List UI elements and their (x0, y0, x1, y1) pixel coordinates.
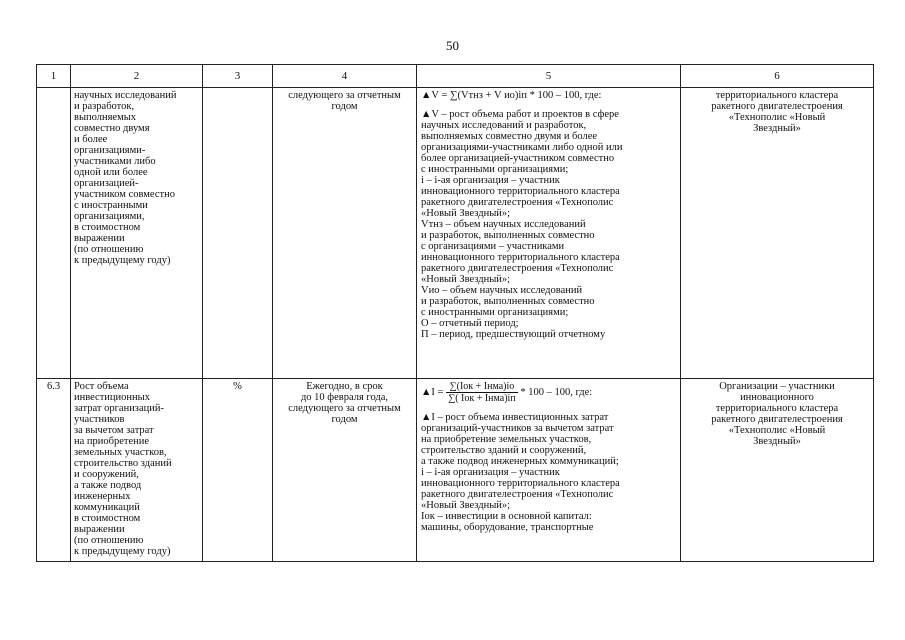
indicator-table (36, 64, 874, 562)
text-line: «Технополис «Новый (728, 425, 826, 436)
unit-cell: % (203, 379, 273, 562)
text-line: строительство зданий и сооружений, (421, 445, 587, 456)
text-line: коммуникаций (74, 502, 140, 513)
text-line: одной или более (74, 167, 148, 178)
header-cell-3: 3 (203, 65, 273, 88)
text-line: Vтнз – объем научных исследований (421, 219, 586, 230)
text-line: организацией- (74, 178, 139, 189)
row-number: 6.3 (37, 379, 71, 562)
text-line: с иностранными организациями; (421, 164, 569, 175)
text-line: годом (331, 414, 358, 425)
text-line: Vио – объем научных исследований (421, 285, 583, 296)
text-line: инновационного территориального кластера (421, 478, 620, 489)
text-line: инновационного территориального кластера (421, 186, 620, 197)
text-line: Рост объема (74, 381, 129, 392)
text-line: «Новый Звездный»; (421, 274, 511, 285)
text-line: более организацией-участником совместно (421, 153, 615, 164)
text-line: ракетного двигателестроения (711, 414, 843, 425)
table-row (37, 379, 874, 562)
header-cell-5: 5 (417, 65, 681, 88)
text-line: организациями, (74, 211, 145, 222)
text-line: за вычетом затрат (74, 425, 154, 436)
text-line: Iок – инвестиции в основной капитал: (421, 511, 592, 522)
text-line: земельных участков, (74, 447, 167, 458)
text-line: годом (331, 101, 358, 112)
text-line: к предыдущему году) (74, 546, 171, 557)
text-line: (по отношению (74, 244, 144, 255)
text-line: с иностранными организациями; (421, 307, 569, 318)
text-line: Звездный» (753, 436, 801, 447)
text-line: и разработок, выполненных совместно (421, 230, 595, 241)
text-line: до 10 февраля года, (300, 392, 389, 403)
text-line: участниками либо (74, 156, 156, 167)
method-description (421, 412, 676, 533)
text-line: ракетного двигателестроения «Технополис (421, 489, 614, 500)
text-line: организациями-участниками либо одной или (421, 142, 623, 153)
text-line: машины, оборудование, транспортные (421, 522, 594, 533)
text-line: организаций-участников за вычетом затрат (421, 423, 614, 434)
text-line: ракетного двигателестроения «Технополис (421, 197, 614, 208)
text-line: а также подвод (74, 480, 142, 491)
text-line: научных исследований (74, 90, 177, 101)
unit-cell (203, 88, 273, 379)
text-line: в стоимостном (74, 513, 141, 524)
header-cell-6: 6 (681, 65, 874, 88)
text-line: участником совместно (74, 189, 175, 200)
text-line: инновационного территориального кластера (421, 252, 620, 263)
text-line: и сооружений, (74, 469, 139, 480)
header-cell-1: 1 (37, 65, 71, 88)
text-line: организациями- (74, 145, 146, 156)
text-line: ракетного двигателестроения (711, 101, 843, 112)
text-line: выполняемых (74, 112, 137, 123)
text-line: Организации – участники (719, 381, 835, 392)
formula-prefix: ▲I = (421, 386, 444, 398)
table-row (37, 88, 874, 379)
header-cell-4: 4 (273, 65, 417, 88)
header-row (37, 65, 874, 88)
text-line: следующего за отчетным (288, 90, 401, 101)
text-line: с организациями – участниками (421, 241, 565, 252)
method-cell (417, 379, 681, 562)
period-cell (273, 379, 417, 562)
row-number (37, 88, 71, 379)
text-line: территориального кластера (715, 90, 839, 101)
text-line: Ежегодно, в срок (306, 381, 383, 392)
formula-fraction (446, 381, 518, 404)
text-line: П – период, предшествующий отчетному (421, 329, 606, 340)
text-line: О – отчетный период; (421, 318, 519, 329)
page-number: 50 (446, 38, 459, 53)
text-line: строительство зданий (74, 458, 172, 469)
text-line: научных исследований и разработок, (421, 120, 587, 131)
text-line: (по отношению (74, 535, 144, 546)
indicator-name (71, 379, 203, 562)
text-line: выражении (74, 233, 125, 244)
text-line: «Новый Звездный»; (421, 500, 511, 511)
source-cell (681, 88, 874, 379)
text-line: ракетного двигателестроения «Технополис (421, 263, 614, 274)
header-cell-2: 2 (71, 65, 203, 88)
text-line: в стоимостном (74, 222, 141, 233)
text-line: ▲V – рост объема работ и проектов в сфере (421, 109, 619, 120)
text-line: i – i-ая организация – участник (421, 175, 560, 186)
text-line: затрат организаций- (74, 403, 164, 414)
text-line: i – i-ая организация – участник (421, 467, 560, 478)
text-line: инженерных (74, 491, 131, 502)
text-line: а также подвод инженерных коммуникаций; (421, 456, 619, 467)
method-description (421, 109, 676, 340)
text-line: и разработок, выполненных совместно (421, 296, 595, 307)
text-line: территориального кластера (715, 403, 839, 414)
formula: ▲V = ∑(Vтнз + V ио)iп * 100 – 100, где: (421, 90, 602, 101)
text-line: и более (74, 134, 108, 145)
text-line: на приобретение земельных участков, (421, 434, 592, 445)
text-line: «Технополис «Новый (728, 112, 826, 123)
text-line: участников (74, 414, 125, 425)
text-line: и разработок, (74, 101, 135, 112)
text-line: на приобретение (74, 436, 150, 447)
indicator-name (71, 88, 203, 379)
text-line: с иностранными (74, 200, 148, 211)
text-line: выражении (74, 524, 125, 535)
text-line: инновационного (740, 392, 814, 403)
period-cell (273, 88, 417, 379)
text-line: следующего за отчетным (288, 403, 401, 414)
text-line: ▲I – рост объема инвестиционных затрат (421, 412, 609, 423)
text-line: выполняемых совместно двумя и более (421, 131, 598, 142)
text-line: инвестиционных (74, 392, 150, 403)
formula-numerator: ∑(Iок + Iнма)iо (446, 381, 518, 393)
formula (421, 381, 676, 404)
formula-denominator: ∑( Iок + Iнма)iп (448, 393, 516, 404)
text-line: Звездный» (753, 123, 801, 134)
text-line: «Новый Звездный»; (421, 208, 511, 219)
method-cell (417, 88, 681, 379)
text-line: совместно двумя (74, 123, 150, 134)
formula-suffix: * 100 – 100, где: (520, 386, 593, 398)
source-cell (681, 379, 874, 562)
text-line: к предыдущему году) (74, 255, 171, 266)
